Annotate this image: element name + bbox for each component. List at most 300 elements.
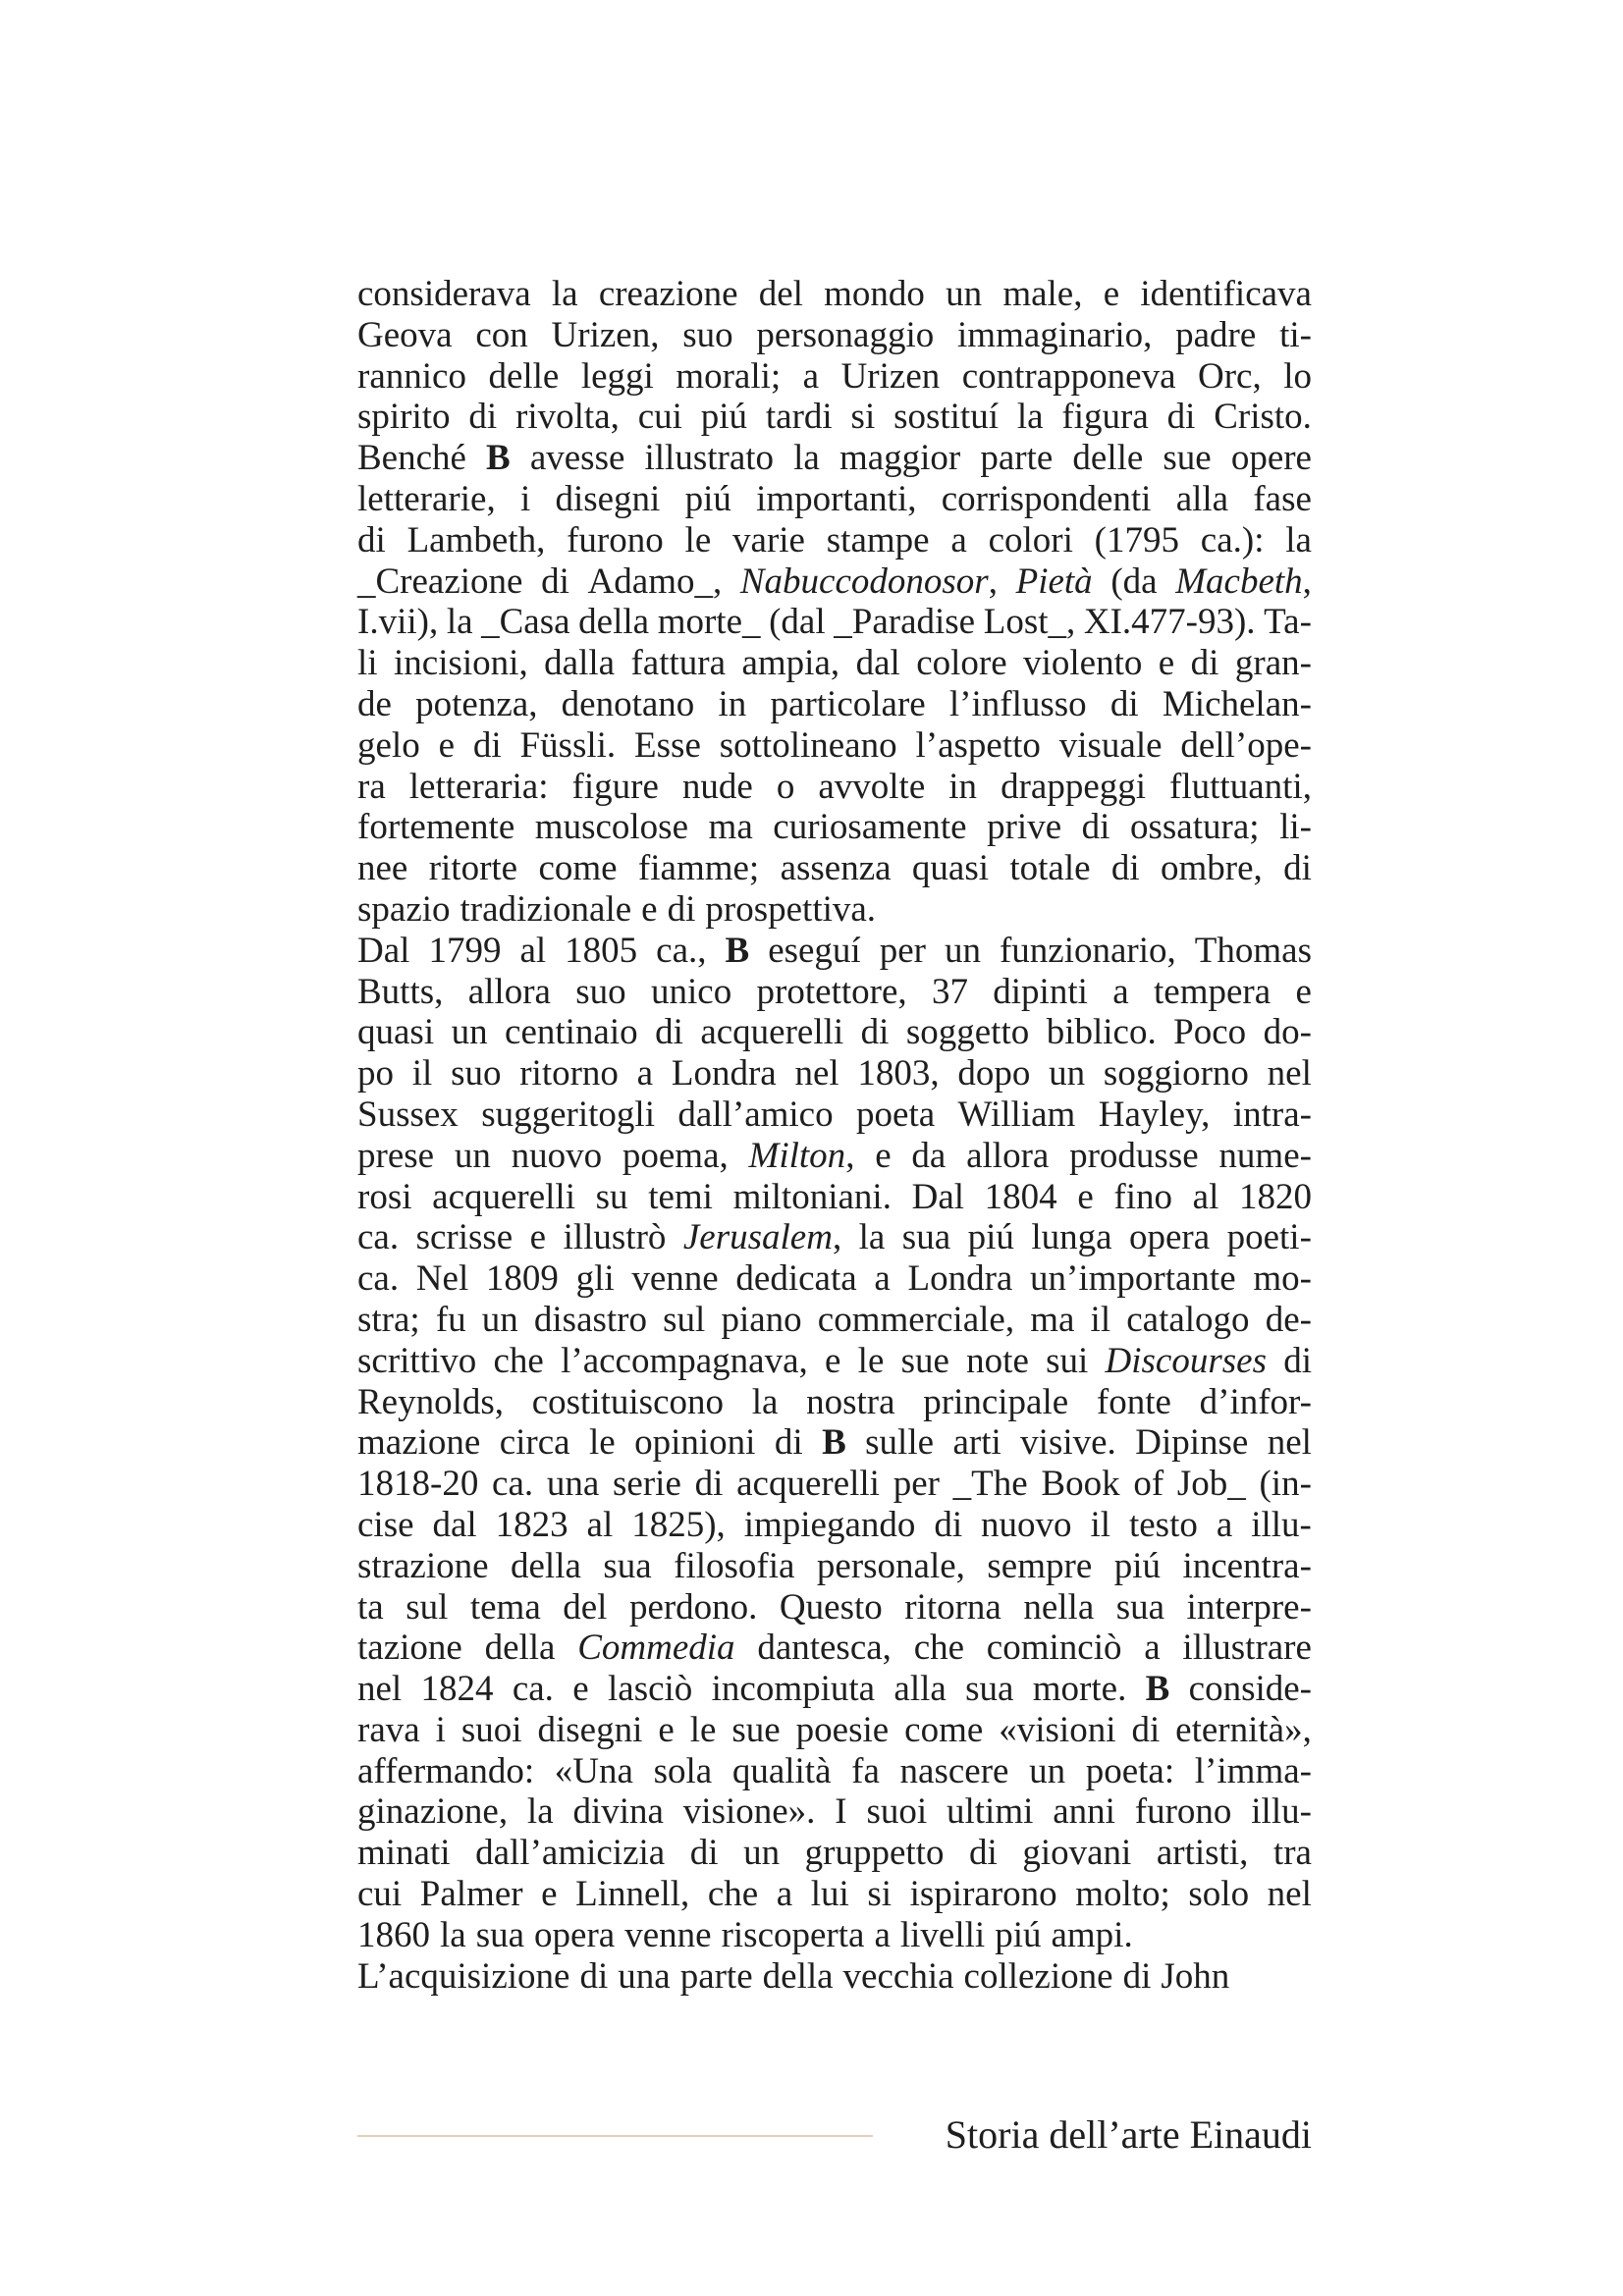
- word: fase: [1253, 478, 1312, 519]
- word: do-: [1263, 1012, 1312, 1053]
- word: sulle: [865, 1422, 935, 1464]
- word: perdono.: [628, 1586, 758, 1628]
- word: un: [1029, 1750, 1066, 1791]
- word: lasciò: [608, 1669, 693, 1710]
- text-line: [357, 1136, 1312, 1177]
- text-line: [357, 1217, 1312, 1258]
- text-line: [357, 1791, 1312, 1833]
- word: di: [1283, 848, 1312, 889]
- word: sue: [1163, 438, 1212, 479]
- word: I.vii),: [357, 602, 439, 643]
- word: l’aspetto: [915, 724, 1041, 766]
- word: note: [966, 1340, 1029, 1381]
- word: maggior: [839, 438, 961, 479]
- word: affermando:: [357, 1750, 535, 1791]
- word: come: [904, 1709, 984, 1750]
- word: da: [911, 1135, 947, 1176]
- word: acquerelli: [700, 1012, 844, 1053]
- word: la: [440, 1914, 466, 1955]
- word: morte_: [657, 602, 761, 643]
- word: prese: [357, 1135, 435, 1176]
- word: delle: [488, 355, 560, 397]
- word: una: [618, 1955, 671, 1997]
- word: XI.477-93).: [1083, 602, 1256, 643]
- word: sottolineano: [719, 724, 897, 766]
- word: a: [1144, 1628, 1161, 1669]
- word: illustrare: [1182, 1628, 1312, 1669]
- word: la: [1016, 397, 1044, 438]
- word: del: [758, 274, 803, 314]
- word: ti-: [1279, 314, 1312, 355]
- word: violento: [1023, 643, 1143, 684]
- word: e: [875, 1135, 892, 1176]
- word: _Casa: [481, 602, 570, 643]
- text-line: [357, 315, 1312, 356]
- word: la: [1285, 519, 1312, 561]
- word: ultimi: [946, 1791, 1034, 1833]
- text-line: [357, 1710, 1312, 1751]
- word: visuale: [1058, 724, 1163, 766]
- word: qualità: [731, 1750, 832, 1791]
- word: acquerelli: [432, 1176, 575, 1217]
- word: per: [879, 930, 926, 971]
- word: poeta: [856, 1094, 936, 1135]
- word: una: [546, 1464, 600, 1505]
- word: di: [774, 1422, 803, 1464]
- word: ca.: [512, 1669, 554, 1710]
- word: come: [538, 848, 618, 889]
- word: disegni: [555, 478, 661, 519]
- word: assenza: [780, 848, 892, 889]
- word: piú: [684, 478, 731, 519]
- word: serie: [613, 1464, 681, 1505]
- word: ma: [708, 807, 753, 848]
- text-line: [357, 1956, 1312, 1998]
- word: di: [655, 1012, 683, 1053]
- word: Discourses: [1105, 1340, 1267, 1381]
- word: nume-: [1218, 1135, 1312, 1176]
- word: in: [948, 766, 978, 807]
- word: di: [1131, 1709, 1161, 1750]
- word: (in-: [1259, 1464, 1312, 1505]
- word: un: [944, 930, 981, 971]
- word: miltoniani.: [732, 1176, 892, 1217]
- word: a: [950, 519, 967, 561]
- word: dall’amicizia: [475, 1833, 666, 1874]
- word: la: [858, 1217, 886, 1258]
- text-line: [357, 356, 1312, 398]
- word: a: [874, 1258, 891, 1300]
- word: di: [969, 1833, 998, 1874]
- word: dal: [432, 1504, 477, 1545]
- text-line: [357, 1628, 1312, 1669]
- word: gli: [575, 1258, 615, 1300]
- word: rannico: [357, 355, 466, 397]
- word: B: [1145, 1669, 1170, 1710]
- word: sul: [406, 1586, 449, 1628]
- word: fattura: [630, 643, 727, 684]
- word: Nabuccodonosor,: [739, 561, 998, 602]
- word: dal: [855, 643, 900, 684]
- word: male,: [1002, 274, 1083, 314]
- word: a: [1216, 1504, 1233, 1545]
- word: lunga: [1031, 1217, 1112, 1258]
- word: Urizen: [840, 355, 941, 397]
- word: Pietà: [1015, 561, 1093, 602]
- word: gelo: [357, 724, 420, 766]
- word: nee: [357, 848, 408, 889]
- word: «Una: [554, 1750, 633, 1791]
- word: Ta-: [1264, 602, 1312, 643]
- word: la: [526, 1791, 554, 1833]
- word: Lost_,: [983, 602, 1076, 643]
- word: lo: [1283, 355, 1312, 397]
- word: avvolte: [818, 766, 926, 807]
- word: nel: [1267, 1422, 1312, 1464]
- word: William: [957, 1094, 1076, 1135]
- word: un’importante: [1030, 1258, 1236, 1300]
- word: di: [357, 519, 386, 561]
- word: spazio: [357, 888, 451, 930]
- word: opinioni: [634, 1422, 756, 1464]
- word: sua: [901, 1217, 951, 1258]
- word: denotano: [561, 683, 695, 724]
- word: circa: [499, 1422, 570, 1464]
- text-line: [357, 1095, 1312, 1136]
- word: «visioni: [999, 1709, 1116, 1750]
- word: opere: [1230, 438, 1312, 479]
- word: costituiscono: [531, 1381, 724, 1422]
- word: tema: [469, 1586, 541, 1628]
- word: fortemente: [357, 807, 515, 848]
- word: ritorno: [519, 1053, 619, 1095]
- word: rivolta,: [515, 397, 620, 438]
- word: nascere: [899, 1750, 1009, 1791]
- word: 1818-20: [357, 1464, 479, 1505]
- word: disegni: [537, 1709, 643, 1750]
- word: e: [825, 1340, 841, 1381]
- word: li-: [1279, 807, 1312, 848]
- word: l’accompagnava,: [561, 1340, 808, 1381]
- word: Book: [1041, 1464, 1120, 1505]
- word: impiegando: [743, 1504, 916, 1545]
- word: principale: [923, 1381, 1069, 1422]
- word: sua: [475, 1914, 525, 1955]
- word: B: [486, 438, 511, 479]
- text-line: [357, 1874, 1312, 1915]
- word: potenza,: [415, 683, 538, 724]
- text-line: [357, 1258, 1312, 1300]
- word: e: [541, 1874, 558, 1915]
- word: opera: [1128, 1217, 1211, 1258]
- word: sola: [653, 1750, 713, 1791]
- word: _The: [952, 1464, 1028, 1505]
- word: curiosamente: [773, 807, 967, 848]
- word: della: [511, 1545, 581, 1586]
- word: quasi: [357, 1012, 435, 1053]
- word: Reynolds,: [357, 1381, 505, 1422]
- word: dedicata: [735, 1258, 857, 1300]
- word: divina: [572, 1791, 664, 1833]
- word: le: [684, 519, 712, 561]
- word: di: [860, 1012, 890, 1053]
- text-line: [357, 725, 1312, 767]
- word: di: [1110, 848, 1140, 889]
- word: creazione: [598, 274, 738, 314]
- word: che: [493, 1340, 544, 1381]
- word: catalogo: [1126, 1299, 1250, 1340]
- word: conside-: [1188, 1669, 1312, 1710]
- word: Butts,: [357, 971, 444, 1012]
- word: di: [1109, 683, 1139, 724]
- word: i: [519, 478, 531, 519]
- word: eseguí: [768, 930, 861, 971]
- text-line: [357, 397, 1312, 438]
- word: parte: [679, 1955, 753, 1997]
- word: padre: [1175, 314, 1257, 355]
- word: sempre: [987, 1545, 1093, 1586]
- word: produsse: [1069, 1135, 1199, 1176]
- word: a: [776, 1874, 793, 1915]
- word: a: [802, 355, 820, 397]
- word: di: [468, 397, 498, 438]
- word: rava: [357, 1709, 420, 1750]
- word: Poco: [1173, 1012, 1247, 1053]
- word: _Creazione: [357, 561, 523, 602]
- word: ra: [357, 766, 386, 807]
- word: lui: [810, 1874, 849, 1915]
- word: illu-: [1251, 1791, 1312, 1833]
- word: in: [718, 683, 747, 724]
- word: le: [857, 1340, 885, 1381]
- word: ampi.: [1051, 1914, 1133, 1955]
- word: al: [586, 1504, 614, 1545]
- word: sue: [900, 1340, 949, 1381]
- word: I: [835, 1791, 847, 1833]
- word: alla: [1175, 478, 1229, 519]
- text-line: [357, 1669, 1312, 1710]
- word: e: [438, 724, 455, 766]
- word: su: [595, 1176, 628, 1217]
- word: ossatura;: [1130, 807, 1260, 848]
- word: il: [1090, 1299, 1111, 1340]
- word: a: [636, 1053, 654, 1095]
- word: ta: [357, 1586, 384, 1628]
- word: centinaio: [505, 1012, 638, 1053]
- text-line: [357, 643, 1312, 684]
- word: Job_: [1176, 1464, 1246, 1505]
- word: illustrato: [644, 438, 775, 479]
- word: di: [579, 1955, 609, 1997]
- word: minati: [357, 1833, 451, 1874]
- text-line: [357, 1012, 1312, 1053]
- word: dall’amico: [677, 1094, 834, 1135]
- word: al: [1192, 1176, 1219, 1217]
- word: 1825),: [631, 1504, 726, 1545]
- word: colori: [988, 519, 1073, 561]
- text-line: [357, 1422, 1312, 1464]
- word: incompiuta: [711, 1669, 876, 1710]
- word: si: [867, 1874, 893, 1915]
- word: poeti-: [1226, 1217, 1312, 1258]
- word: figura: [1061, 397, 1149, 438]
- word: Adamo_,: [587, 561, 723, 602]
- word: parte: [980, 438, 1054, 479]
- word: la: [551, 274, 578, 314]
- word: e: [641, 888, 658, 930]
- word: commerciale,: [817, 1299, 1015, 1340]
- word: o: [776, 766, 795, 807]
- word: la: [793, 438, 820, 479]
- word: ca.: [357, 1217, 400, 1258]
- text-line: [357, 1464, 1312, 1505]
- word: un: [743, 1833, 781, 1874]
- text-line: [357, 889, 1312, 931]
- word: eternità»,: [1175, 1709, 1312, 1750]
- page-body: [357, 274, 1312, 1997]
- text-line: [357, 972, 1312, 1013]
- word: delle: [1072, 438, 1144, 479]
- word: funzionario,: [999, 930, 1176, 971]
- word: di: [694, 1464, 724, 1505]
- word: di: [689, 1833, 719, 1874]
- word: de-: [1265, 1299, 1312, 1340]
- word: disastro: [533, 1299, 648, 1340]
- word: spirito: [357, 397, 451, 438]
- word: venne: [631, 1258, 719, 1300]
- word: (1795: [1094, 519, 1179, 561]
- word: Esse: [634, 724, 701, 766]
- word: scrisse: [415, 1217, 514, 1258]
- word: dantesca,: [757, 1628, 892, 1669]
- word: protettore,: [756, 971, 907, 1012]
- word: fluttuanti,: [1169, 766, 1312, 807]
- word: corrispondenti: [941, 478, 1152, 519]
- word: molto;: [1075, 1874, 1170, 1915]
- word: Palmer: [419, 1874, 523, 1915]
- word: B: [725, 930, 750, 971]
- word: dalla: [544, 643, 616, 684]
- word: ombre,: [1161, 848, 1263, 889]
- word: immaginario,: [957, 314, 1153, 355]
- word: piú: [700, 397, 748, 438]
- word: _Paradise: [834, 602, 976, 643]
- word: letteraria:: [408, 766, 549, 807]
- word: po: [357, 1053, 394, 1095]
- word: ca.: [357, 1258, 400, 1300]
- word: 1820: [1238, 1176, 1312, 1217]
- text-line: [357, 561, 1312, 603]
- word: 1824: [420, 1669, 494, 1710]
- word: arti: [952, 1422, 1001, 1464]
- word: fa: [851, 1750, 880, 1791]
- word: di: [541, 561, 569, 602]
- word: 1809: [485, 1258, 559, 1300]
- word: visive.: [1020, 1422, 1116, 1464]
- text-line: [357, 931, 1312, 972]
- word: Orc,: [1198, 355, 1262, 397]
- word: cominciò: [986, 1628, 1122, 1669]
- word: totale: [1009, 848, 1091, 889]
- word: stra;: [357, 1299, 420, 1340]
- word: poesie: [795, 1709, 890, 1750]
- word: di: [1166, 397, 1196, 438]
- text-line: [357, 848, 1312, 889]
- word: ritorna: [904, 1586, 1001, 1628]
- word: Urizen,: [551, 314, 660, 355]
- word: sua: [603, 1545, 652, 1586]
- word: i: [435, 1709, 446, 1750]
- word: nuovo: [511, 1135, 603, 1176]
- word: prospettiva.: [705, 888, 877, 930]
- word: il: [411, 1053, 433, 1095]
- word: la: [751, 1381, 779, 1422]
- word: poema,: [622, 1135, 729, 1176]
- word: della: [484, 1628, 556, 1669]
- word: 1860: [357, 1914, 430, 1955]
- word: incisioni,: [394, 643, 528, 684]
- word: si: [850, 397, 876, 438]
- word: (da: [1110, 561, 1158, 602]
- word: d’infor-: [1199, 1381, 1312, 1422]
- word: ampia,: [741, 643, 840, 684]
- word: nel: [357, 1669, 403, 1710]
- word: importanti,: [756, 478, 917, 519]
- word: di: [1283, 1340, 1312, 1381]
- word: a: [874, 1914, 891, 1955]
- word: Dipinse: [1135, 1422, 1249, 1464]
- word: un: [451, 1012, 488, 1053]
- word: 1803,: [857, 1053, 940, 1095]
- text-line: [357, 602, 1312, 643]
- word: cui: [637, 397, 682, 438]
- word: soggiorno: [1103, 1053, 1249, 1095]
- word: della: [762, 1955, 834, 1997]
- word: li: [357, 643, 378, 684]
- word: mondo: [824, 274, 925, 314]
- word: livelli: [899, 1914, 986, 1955]
- text-line: [357, 479, 1312, 520]
- word: fonte: [1096, 1381, 1171, 1422]
- word: sue: [731, 1709, 781, 1750]
- word: venne: [624, 1914, 712, 1955]
- word: drappeggi: [1001, 766, 1147, 807]
- word: unico: [651, 971, 732, 1012]
- word: tazione: [357, 1628, 462, 1669]
- word: figure: [571, 766, 659, 807]
- text-line: [357, 684, 1312, 725]
- text-line: [357, 767, 1312, 808]
- word: muscolose: [534, 807, 688, 848]
- word: nella: [1023, 1586, 1095, 1628]
- word: of: [1133, 1464, 1164, 1505]
- word: allora: [467, 971, 551, 1012]
- word: gruppetto: [804, 1833, 945, 1874]
- word: Thomas: [1194, 930, 1312, 971]
- word: John: [1161, 1955, 1230, 1997]
- word: suoi: [866, 1791, 928, 1833]
- word: artisti,: [1156, 1833, 1249, 1874]
- word: di: [1081, 807, 1110, 848]
- text-line: [357, 1053, 1312, 1095]
- word: sul: [663, 1299, 706, 1340]
- word: Lambeth,: [406, 519, 546, 561]
- word: Londra: [671, 1053, 777, 1095]
- word: morali;: [676, 355, 782, 397]
- word: piú: [995, 1914, 1042, 1955]
- word: rosi: [357, 1176, 412, 1217]
- word: filosofia: [674, 1545, 795, 1586]
